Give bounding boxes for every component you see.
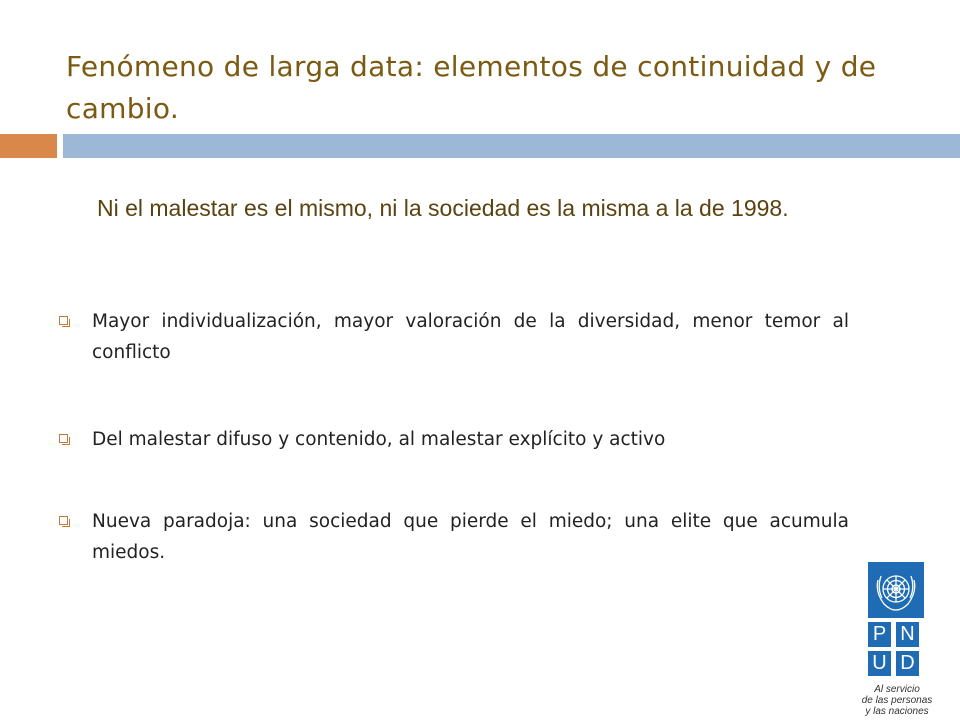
square-bullet-icon: [59, 316, 68, 325]
bullet-text: Mayor individualización, mayor valoración de la diversidad, menor temor al conflicto: [92, 311, 849, 363]
pnud-logo: [868, 562, 924, 686]
logo-letter: N: [896, 622, 919, 647]
logo-letter: U: [868, 651, 891, 676]
logo-letter: D: [896, 651, 919, 676]
slide-subtitle: Ni el malestar es el mismo, ni la sociedad es la misma a la de 1998.: [97, 195, 789, 221]
logo-tagline: [838, 684, 956, 717]
square-bullet-icon: [59, 516, 68, 525]
bullet-text: Nueva paradoja: una sociedad que pierde el miedo; una elite que acumula miedos.: [92, 511, 849, 563]
tagline-line: de las personas: [861, 695, 933, 706]
tagline-line: y las naciones: [865, 706, 929, 717]
slide-title: Fenómeno de larga data: elementos de continuidad y de cambio.: [66, 50, 877, 125]
tagline-line: Al servicio: [874, 684, 920, 695]
title-rule-blue: [63, 134, 960, 158]
square-bullet-icon: [59, 434, 68, 443]
bullet-text: Del malestar difuso y contenido, al malestar explícito y activo: [92, 429, 666, 450]
un-emblem-icon: [868, 562, 924, 618]
title-rule-orange: [0, 134, 57, 158]
logo-letter: P: [868, 622, 891, 647]
